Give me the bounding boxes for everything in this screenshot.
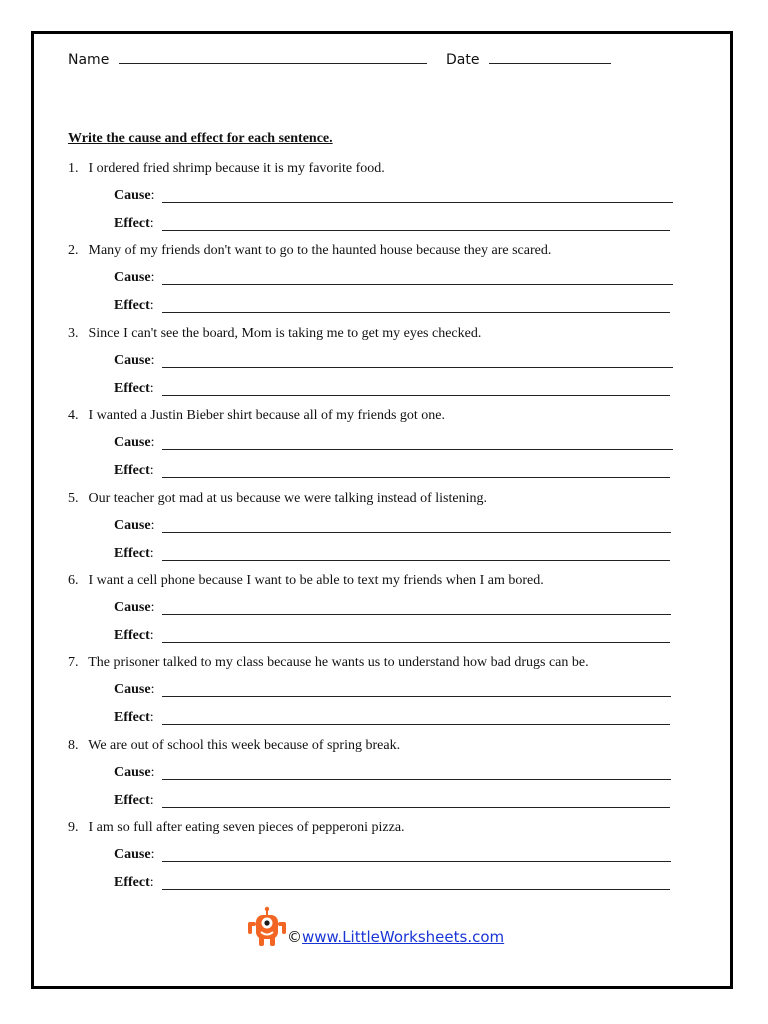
cause-label: Cause xyxy=(114,682,151,698)
cause-label: Cause xyxy=(114,435,151,451)
site-link[interactable]: www.LittleWorksheets.com xyxy=(302,928,505,946)
effect-label: Effect xyxy=(114,463,150,479)
name-label: Name xyxy=(68,52,110,68)
cause-row xyxy=(114,847,158,865)
effect-answer-line[interactable] xyxy=(162,807,670,808)
question-number: 5. xyxy=(68,490,79,506)
date-label: Date xyxy=(446,52,480,68)
cause-colon: : xyxy=(150,270,155,286)
question-item xyxy=(68,738,400,754)
effect-answer-line[interactable] xyxy=(162,889,670,890)
question-item xyxy=(68,491,487,507)
name-field-row xyxy=(68,49,427,68)
effect-row xyxy=(114,216,158,234)
effect-label: Effect xyxy=(114,875,150,891)
cause-colon: : xyxy=(150,352,155,368)
instructions-heading: Write the cause and effect for each sentence. xyxy=(68,131,333,146)
question-text: I ordered fried shrimp because it is my favorite food. xyxy=(88,161,385,176)
cause-row xyxy=(114,518,158,536)
question-text: Since I can't see the board, Mom is taking me to get my eyes checked. xyxy=(88,325,482,341)
effect-label: Effect xyxy=(114,545,150,561)
question-item xyxy=(68,161,385,177)
cause-answer-line[interactable] xyxy=(162,284,673,285)
cause-answer-line[interactable] xyxy=(162,696,671,697)
effect-colon: : xyxy=(149,380,154,396)
effect-label: Effect xyxy=(114,628,150,643)
cause-row xyxy=(114,682,158,700)
cause-colon: : xyxy=(150,435,155,451)
effect-colon: : xyxy=(149,792,154,808)
cause-answer-line[interactable] xyxy=(162,779,671,780)
effect-row xyxy=(114,628,158,646)
effect-row xyxy=(114,381,158,399)
effect-answer-line[interactable] xyxy=(162,560,670,561)
question-text: I am so full after eating seven pieces of pepperoni pizza. xyxy=(88,820,405,836)
effect-answer-line[interactable] xyxy=(162,724,670,725)
effect-answer-line[interactable] xyxy=(162,642,670,643)
cause-row xyxy=(114,270,158,288)
date-blank-line[interactable] xyxy=(489,49,611,64)
date-field-row xyxy=(446,49,611,68)
question-number: 3. xyxy=(68,325,79,341)
question-item xyxy=(68,408,445,424)
cause-label: Cause xyxy=(114,847,151,863)
cause-answer-line[interactable] xyxy=(162,861,671,862)
effect-colon: : xyxy=(149,545,154,561)
question-text: The prisoner talked to my class because he wants us to understand how bad drugs can be. xyxy=(88,655,589,671)
question-number: 1. xyxy=(68,161,79,176)
cause-colon: : xyxy=(150,764,155,780)
cause-row xyxy=(114,600,158,618)
effect-colon: : xyxy=(149,710,154,726)
question-text: I want a cell phone because I want to be able to text my friends when I am bored. xyxy=(88,573,544,588)
question-item xyxy=(68,820,405,836)
question-item xyxy=(68,573,544,589)
effect-label: Effect xyxy=(114,216,150,231)
cause-label: Cause xyxy=(114,600,151,615)
question-number: 2. xyxy=(68,243,79,259)
question-text: We are out of school this week because of spring break. xyxy=(88,737,401,753)
cause-row xyxy=(114,765,158,783)
question-item xyxy=(68,655,589,671)
question-number: 9. xyxy=(68,820,79,836)
effect-row xyxy=(114,710,158,728)
effect-row xyxy=(114,463,158,481)
effect-colon: : xyxy=(149,875,154,891)
cause-answer-line[interactable] xyxy=(162,532,671,533)
effect-answer-line[interactable] xyxy=(162,395,670,396)
cause-row xyxy=(114,188,158,206)
effect-colon: : xyxy=(149,298,154,314)
monster-mascot-icon xyxy=(245,906,289,950)
question-number: 8. xyxy=(68,737,79,753)
question-text: Our teacher got mad at us because we were talking instead of listening. xyxy=(88,490,487,506)
name-blank-line[interactable] xyxy=(119,49,427,64)
cause-label: Cause xyxy=(114,764,151,780)
footer-credit xyxy=(287,928,504,946)
cause-label: Cause xyxy=(114,270,151,286)
copyright-symbol: © xyxy=(287,928,302,946)
effect-label: Effect xyxy=(114,380,150,396)
effect-answer-line[interactable] xyxy=(162,312,670,313)
effect-row xyxy=(114,793,158,811)
cause-row xyxy=(114,353,158,371)
cause-colon: : xyxy=(150,517,155,533)
cause-colon: : xyxy=(150,847,155,863)
cause-answer-line[interactable] xyxy=(162,367,673,368)
cause-colon: : xyxy=(150,682,155,698)
effect-row xyxy=(114,298,158,316)
effect-colon: : xyxy=(149,216,154,231)
effect-answer-line[interactable] xyxy=(162,477,670,478)
cause-label: Cause xyxy=(114,188,151,203)
effect-label: Effect xyxy=(114,710,150,726)
question-number: 4. xyxy=(68,408,79,424)
cause-label: Cause xyxy=(114,352,151,368)
effect-row xyxy=(114,546,158,564)
cause-answer-line[interactable] xyxy=(162,449,673,450)
effect-label: Effect xyxy=(114,298,150,314)
effect-colon: : xyxy=(149,628,154,643)
question-item xyxy=(68,243,551,259)
question-item xyxy=(68,326,481,342)
cause-colon: : xyxy=(150,188,155,203)
cause-answer-line[interactable] xyxy=(162,614,671,615)
footer xyxy=(245,906,545,950)
cause-row xyxy=(114,435,158,453)
question-number: 6. xyxy=(68,573,79,588)
cause-colon: : xyxy=(150,600,155,615)
cause-label: Cause xyxy=(114,517,151,533)
question-number: 7. xyxy=(68,655,79,671)
effect-label: Effect xyxy=(114,792,150,808)
effect-answer-line[interactable] xyxy=(162,230,670,231)
effect-row xyxy=(114,875,158,893)
question-text: I wanted a Justin Bieber shirt because all of my friends got one. xyxy=(88,408,446,424)
effect-colon: : xyxy=(149,463,154,479)
cause-answer-line[interactable] xyxy=(162,202,673,203)
question-text: Many of my friends don't want to go to the haunted house because they are scared. xyxy=(88,243,552,259)
